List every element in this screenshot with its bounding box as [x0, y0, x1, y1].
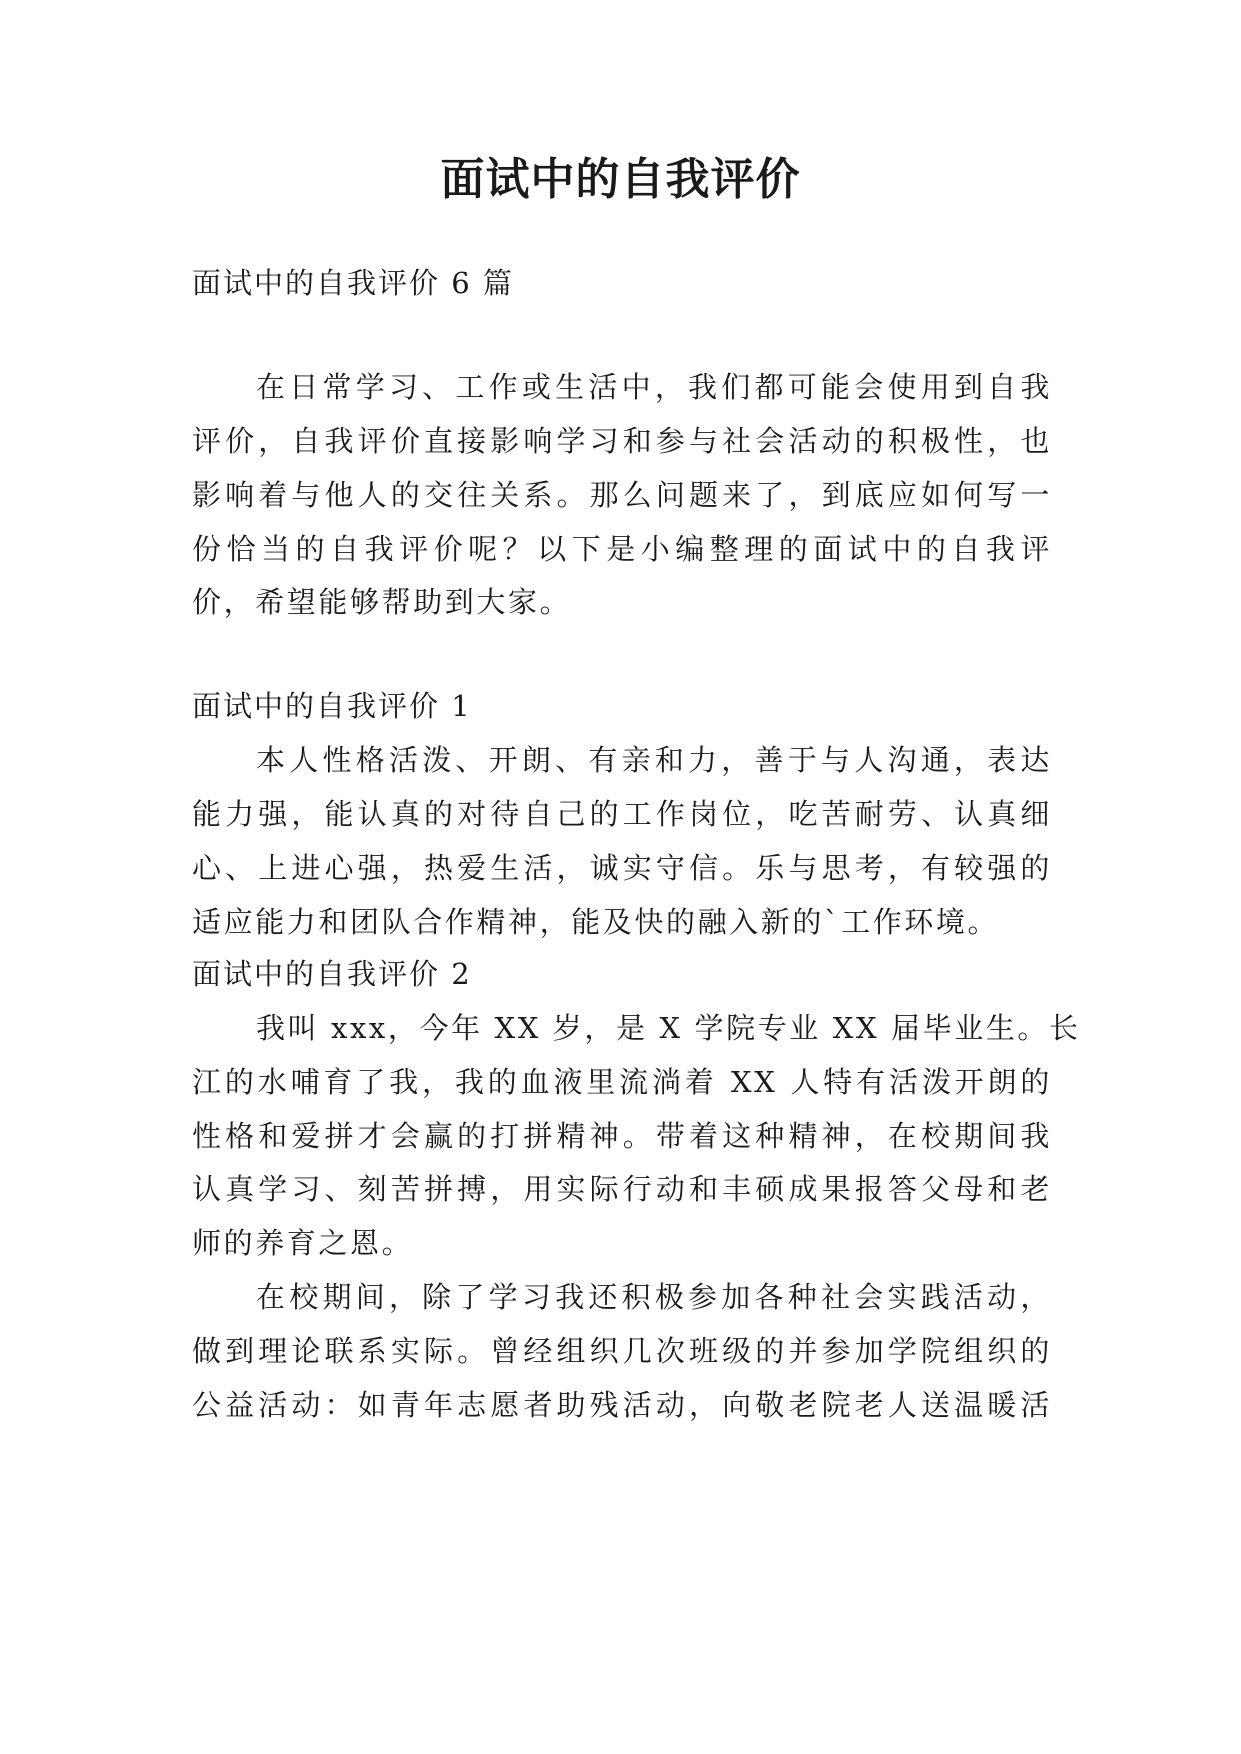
section-heading: 面试中的自我评价 1 [192, 689, 472, 723]
section2-line: 在校期间，除了学习我还积极参加各种社会实践活动， [256, 1280, 1052, 1314]
document-subtitle: 面试中的自我评价 6 篇 [192, 266, 514, 300]
section-heading: 面试中的自我评价 2 [192, 957, 472, 991]
section2-line: 做到理论联系实际。曾经组织几次班级的并参加学院组织的 [192, 1334, 1052, 1368]
section1-line: 能力强，能认真的对待自己的工作岗位，吃苦耐劳、认真细 [192, 797, 1052, 831]
section1-line: 本人性格活泼、开朗、有亲和力，善于与人沟通，表达 [256, 743, 1052, 777]
intro-line: 份恰当的自我评价呢？以下是小编整理的面试中的自我评 [192, 532, 1052, 566]
section2-line: 江的水哺育了我，我的血液里流淌着 XX 人特有活泼开朗的 [192, 1065, 1052, 1099]
section2-line: 公益活动：如青年志愿者助残活动，向敬老院老人送温暖活 [192, 1388, 1052, 1422]
intro-line: 评价，自我评价直接影响学习和参与社会活动的积极性，也 [192, 424, 1052, 458]
section2-line: 我叫 xxx，今年 XX 岁，是 X 学院专业 XX 届毕业生。长 [256, 1011, 1081, 1045]
section2-line: 性格和爱拼才会赢的打拼精神。带着这种精神，在校期间我 [192, 1119, 1052, 1153]
section1-line: 适应能力和团队合作精神，能及快的融入新的`工作环境。 [192, 905, 1000, 939]
section2-line: 认真学习、刻苦拼搏，用实际行动和丰硕成果报答父母和老 [192, 1172, 1052, 1206]
intro-line: 价，希望能够帮助到大家。 [192, 585, 572, 619]
document-title: 面试中的自我评价 [440, 154, 801, 205]
intro-line: 影响着与他人的交往关系。那么问题来了，到底应如何写一 [192, 478, 1052, 512]
intro-line: 在日常学习、工作或生活中，我们都可能会使用到自我 [256, 370, 1052, 404]
section2-line: 师的养育之恩。 [192, 1226, 414, 1260]
section1-line: 心、上进心强，热爱生活，诚实守信。乐与思考，有较强的 [192, 851, 1052, 885]
